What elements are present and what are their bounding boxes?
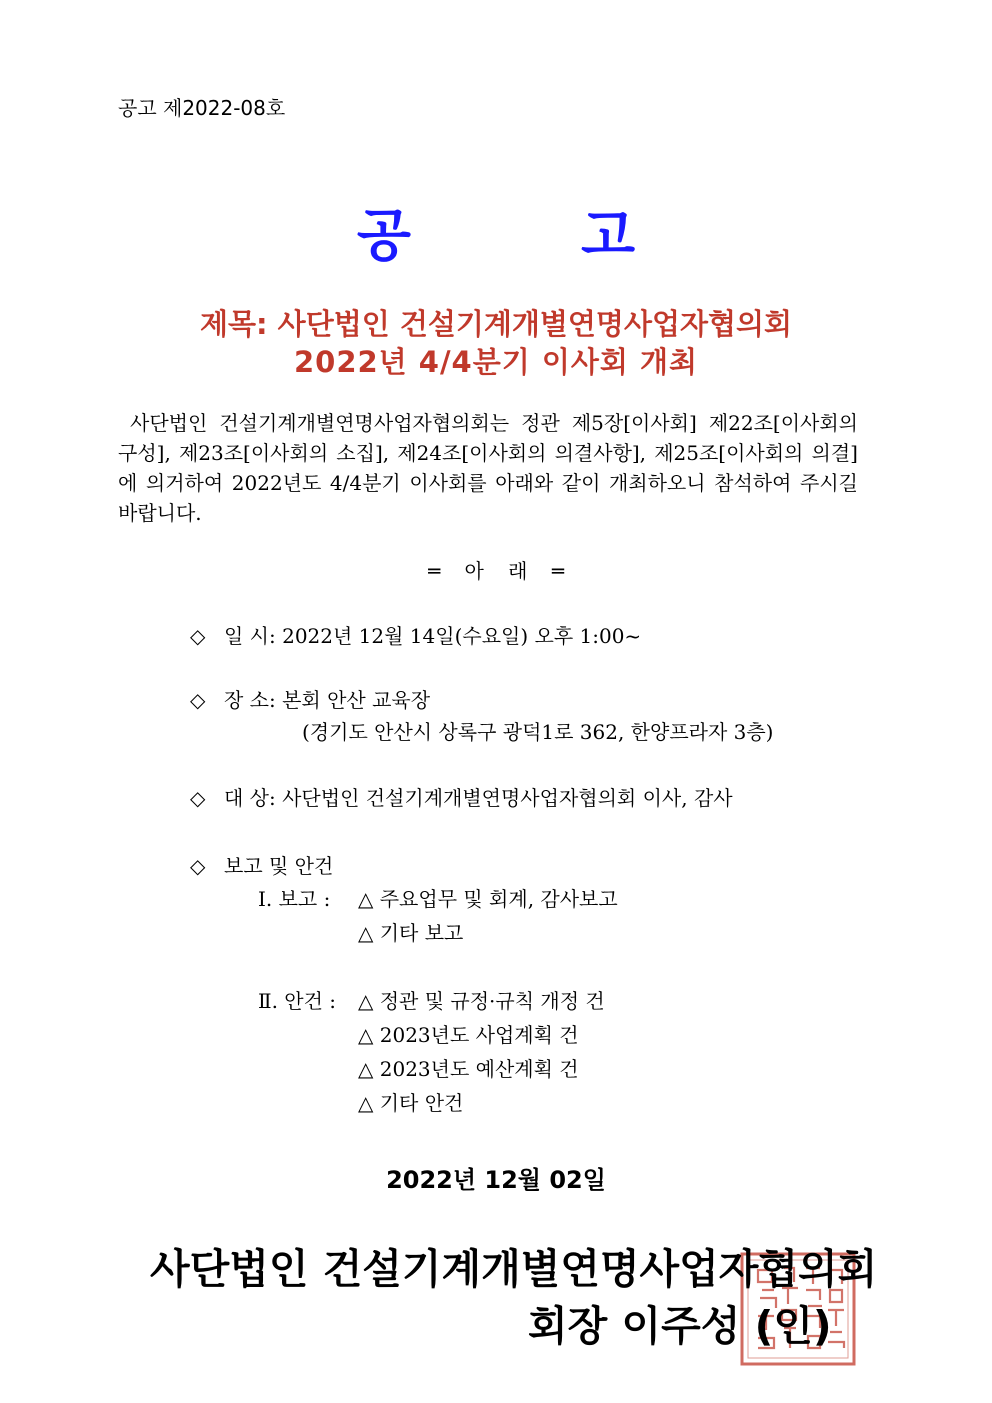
president-signature: 회장 이주성 (인): [528, 1302, 832, 1350]
reports-label: Ⅰ. 보고 :: [258, 887, 331, 911]
diamond-bullet-icon: ◇: [190, 688, 206, 712]
agenda-item: △ 2023년도 사업계획 건: [358, 1023, 579, 1047]
title-char-1: 공: [356, 204, 411, 269]
agenda-label: 보고 및 안건: [224, 854, 334, 878]
body-paragraph: 사단법인 건설기계개별연명사업자협의회는 정관 제5장[이사회] 제22조[이사회의 구성], 제23조[이사회의 소집], 제24조[이사회의 의결사항], 제25조[이사회의 의결]에 의거하여 2022년도 4/4분기 이사회를 아래와 같이 개최하오니 참석하여 주시길 바랍니다.: [118, 411, 858, 525]
title-char-2: 고: [581, 204, 636, 269]
place-row: [190, 684, 430, 713]
datetime-value: 2022년 12월 14일(수요일) 오후 1:00~: [282, 624, 642, 648]
diamond-bullet-icon: ◇: [190, 624, 206, 648]
datetime-label: 일 시:: [224, 624, 276, 648]
report-item: △ 기타 보고: [358, 921, 464, 945]
datetime-row: [190, 620, 641, 649]
agenda-item: △ 기타 안건: [358, 1091, 464, 1115]
target-value: 사단법인 건설기계개별연명사업자협의회 이사, 감사: [282, 786, 733, 810]
agenda-item: △ 정관 및 규정·규칙 개정 건: [358, 989, 605, 1013]
agenda-row: [190, 850, 333, 879]
agenda-label-roman: Ⅱ. 안건 :: [258, 989, 337, 1013]
subject-line-2: 2022년 4/4분기 이사회 개최: [293, 345, 699, 379]
place-value: 본회 안산 교육장: [282, 688, 431, 712]
document-title: [0, 192, 992, 272]
place-address: (경기도 안산시 상록구 광덕1로 362, 한양프라자 3층): [302, 720, 774, 744]
target-label: 대 상:: [224, 786, 276, 810]
notice-number: 공고 제2022-08호: [118, 96, 286, 120]
diamond-bullet-icon: ◇: [190, 854, 206, 878]
below-heading: ═ 아 래 ═: [428, 559, 564, 583]
agenda-item: △ 2023년도 예산계획 건: [358, 1057, 579, 1081]
report-item: △ 주요업무 및 회계, 감사보고: [358, 887, 618, 911]
organization-name: 사단법인 건설기계개별연명사업자협의회: [150, 1245, 878, 1293]
issue-date: 2022년 12월 02일: [386, 1166, 606, 1194]
subject-line-1: 제목: 사단법인 건설기계개별연명사업자협의회: [199, 307, 793, 341]
target-row: [190, 782, 733, 811]
diamond-bullet-icon: ◇: [190, 786, 206, 810]
place-label: 장 소:: [224, 688, 276, 712]
